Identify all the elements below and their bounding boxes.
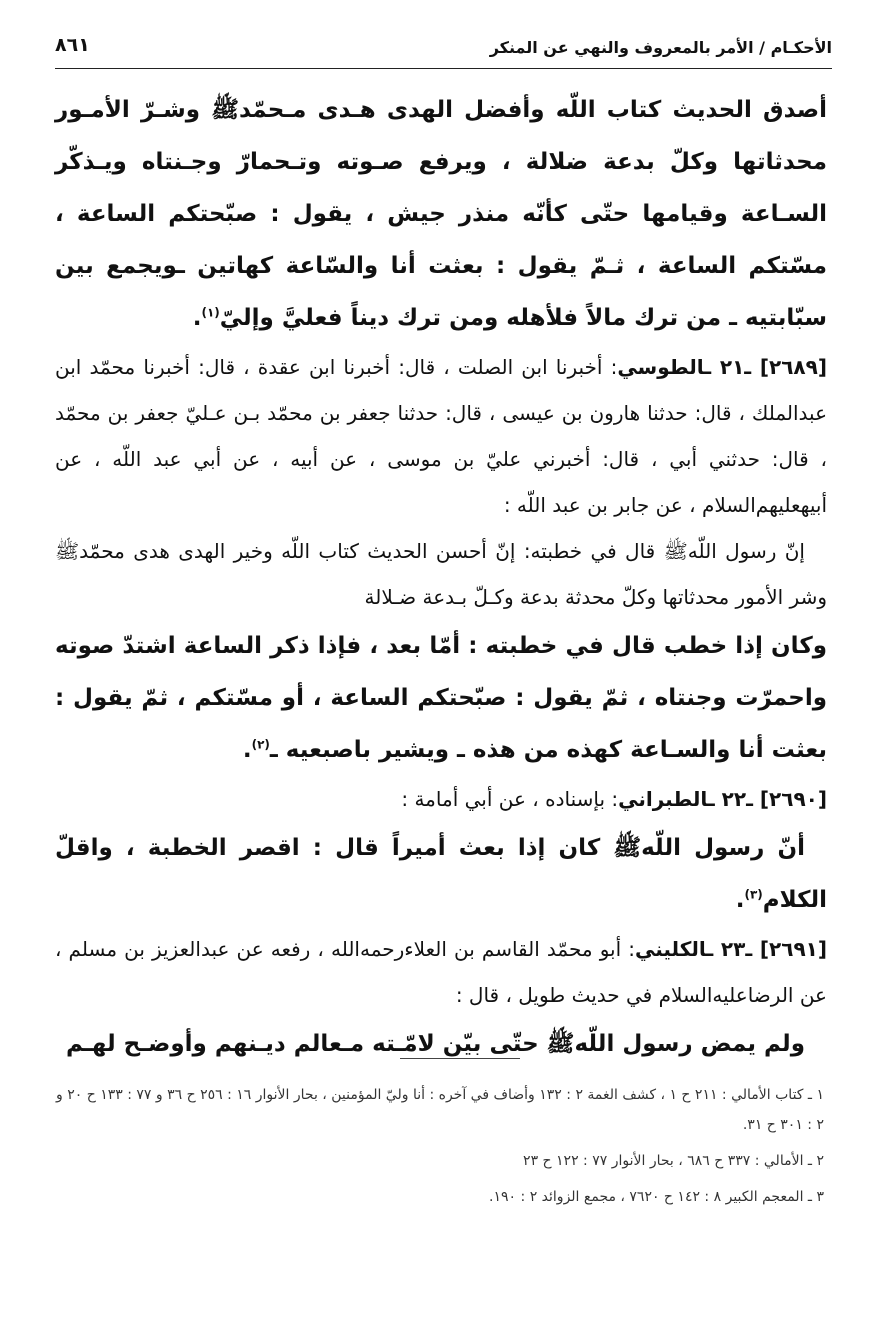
footnote-3: ٣ ـ المعجم الكبير ٨ : ١٤٢ ح ٧٦٢٠ ، مجمع الزوائد ٢ : ١٩٠. (489, 1189, 824, 1205)
hadith-number: [٢٦٨٩] ـ٢١ ـ (704, 355, 827, 379)
hadith-text: أصدق الحديث كتاب اللّه وأفضل الهدى هـدى مـحمّدﷺ وشـرّ الأمـور محدثاتها وكلّ بدعة ضلالة ، ويرفع صـوته وتـحمارّ وجـنتاه ويـذكّر السـاعة وقيامها حتّى كأنّه منذر جيش ، يقول : صبّحتكم الساعة ، مسّتكم الساعة ، ثـمّ يقول : بعثت أنا والسّاعة كهاتين ـويجمع بين سبّابتيه ـ من ترك مالاً فلأهله ومن ترك ديناً فعليَّ وإليّ$^{(١)}$. (55, 97, 827, 331)
footnote-1: ١ ـ كتاب الأمالي : ٢١١ ح ١ ، كشف الغمة ٢ : ١٣٢ وأضاف في آخره : أنا وليّ المؤمنين ، بحار الأنوار ١٦ : ٢٥٦ ح ٣٦ و ٧٧ : ١٣٣ ح ٢٠ و ٢ : ٣٠١ ح ٣١. (56, 1087, 824, 1133)
source-name: الكليني (634, 937, 707, 961)
hadith-number: [٢٦٩١] ـ٢٣ ـ (706, 937, 827, 961)
hadith-text: إنّ رسول اللّهﷺ قال في خطبته: إنّ أحسن الحديث كتاب اللّه وخير الهدى هدى محمّدﷺ وشر الأمور محدثاتها وكلّ محدثة بدعة وكـلّ بـدعة ضـلالة (55, 539, 827, 609)
footnote-2: ٢ ـ الأمالي : ٣٣٧ ح ٦٨٦ ، بحار الأنوار ٧٧ : ١٢٢ ح ٢٣ (523, 1153, 824, 1169)
page-header (55, 28, 832, 69)
hadith-text: ولم يمض رسول اللّهﷺ حتّى بيّن لامّـته مـعالم ديـنهم وأوضـح لهـم (65, 1031, 805, 1057)
footnote-divider (400, 1058, 520, 1059)
hadith-text: أنّ رسول اللّهﷺ كان إذا بعث أميراً قال : اقصر الخطبة ، واقلّ الكلام$^{(٣)}$. (55, 835, 827, 913)
narration-chain-2689: [٢٦٨٩] ـ٢١ ـالطوسي: أخبرنا ابن الصلت ، قال: أخبرنا ابن عقدة ، قال: أخبرنا محمّد ابن عبدالملك ، قال: حدثنا هارون بن عيسى ، قال: حدثنا جعفر بن محمّد بـن عـليّ جعفر بن محمّد ، قال: حدثني أبي ، قال: أخبرني عليّ بن موسى ، عن أبيه ، عن أبي عبد اللّه ، عن أبيهعليهم‌السلام ، عن جابر بن عبد اللّه : (55, 355, 827, 517)
source-name: الطوسي (617, 355, 705, 379)
footnote-marker: (١) (201, 305, 220, 320)
narration-chain-2691: [٢٦٩١] ـ٢٣ ـالكليني: أبو محمّد القاسم بن العلاءرحمه‌الله ، رفعه عن عبدالعزيز بن مسلم ، عن الرضاعليه‌السلام في حديث طويل ، قال : (55, 937, 827, 1007)
running-title: الأحكـام / الأمر بالمعروف والنهي عن المنكر (489, 38, 832, 57)
hadith-number: [٢٦٩٠] ـ٢٢ ـ (707, 787, 827, 811)
page-number: ٨٦١ (55, 34, 90, 56)
body-text (55, 84, 827, 1070)
source-name: الطبراني (618, 787, 708, 811)
hadith-text: وكان إذا خطب قال في خطبته : أمّا بعد ، فإذا ذكر الساعة اشتدّ صوته واحمرّت وجنتاه ، ثمّ يقول : صبّحتكم الساعة ، أو مسّتكم ، ثمّ يقول : بعثت أنا والسـاعة كهذه من هذه ـ ويشير باصبعيه ـ$^{(٢)}$. (55, 633, 827, 763)
footnote-marker: (٢) (251, 737, 270, 752)
narration-chain-2690: [٢٦٩٠] ـ٢٢ ـالطبراني: بإسناده ، عن أبي أمامة : (401, 787, 827, 811)
footnote-marker: (٣) (744, 887, 763, 902)
footnotes (54, 1080, 824, 1218)
